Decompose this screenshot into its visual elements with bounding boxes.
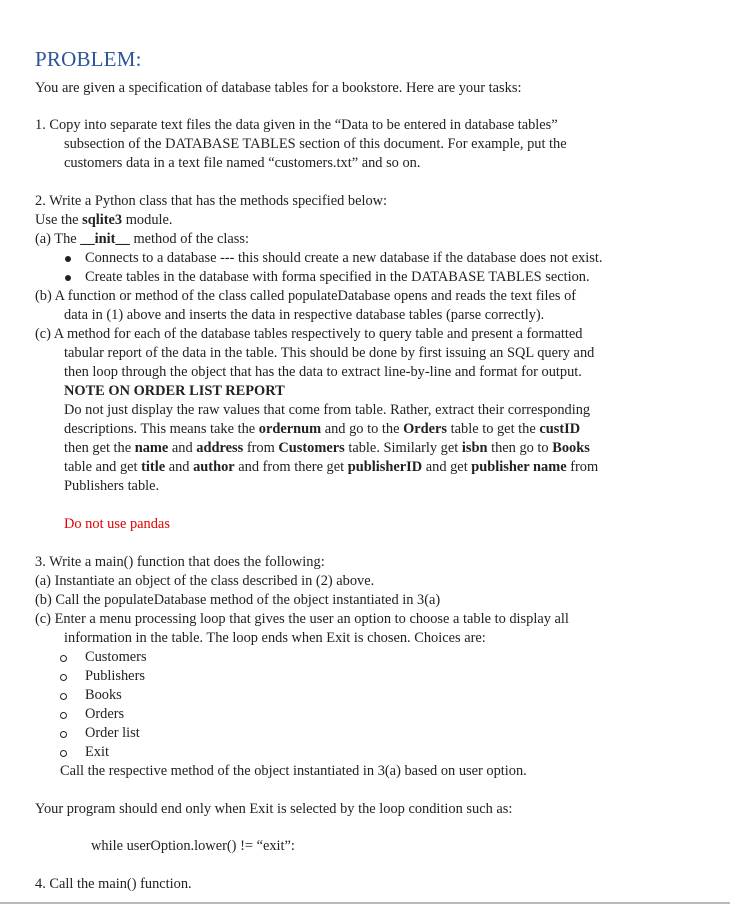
bullet-icon [65,275,71,281]
note-text: and [168,440,197,456]
task2c-line1: (c) A method for each of the database tables respectively to query table and present a formatted [35,326,583,342]
note-text: table. Similarly get [344,440,462,456]
isbn-term: isbn [461,440,488,456]
task2c-line3: then loop through the object that has the data to extract line-by-line and format for output. [64,364,582,380]
customers-term: Customers [278,440,345,456]
task3a-line: (a) Instantiate an object of the class described in (2) above. [35,573,375,589]
choice-label: Customers [85,649,147,665]
note-text: then get the [64,440,135,456]
orders-term: Orders [403,421,448,437]
note-text: and get [422,459,472,475]
note-text: from [243,440,279,456]
name-term: name [134,440,169,456]
task3-call-line: Call the respective method of the object instantiated in 3(a) based on user option. [60,763,527,779]
note-text: table to get the [447,421,540,437]
choice-label: Exit [85,744,109,760]
choice-label: Books [85,687,122,703]
note-line3 [64,439,590,458]
note-text: and go to the [321,421,404,437]
pandas-warning: Do not use pandas [64,516,170,532]
choice-label: Orders [85,706,125,722]
note-text: then go to [487,440,553,456]
task2a-pre: (a) The [35,231,81,247]
task2c-line2: tabular report of the data in the table. This should be done by first issuing an SQL query and [64,345,595,361]
ending-text: Your program should end only when Exit is selected by the loop condition such as: [35,801,513,817]
bullet-item [65,249,602,268]
circle-bullet-icon [60,731,67,738]
page-title: PROBLEM: [35,47,142,71]
note-text: and from there get [234,459,348,475]
menu-choice [60,724,140,743]
menu-choice [60,648,147,667]
ordernum-term: ordernum [258,421,322,437]
task1-line1: 1. Copy into separate text files the data given in the “Data to be entered in database tables” [35,117,558,133]
task2-sqlite-post: module. [122,212,173,228]
menu-choice [60,686,122,705]
note-line5: Publishers table. [64,478,160,494]
task2b-line2: data in (1) above and inserts the data in respective database tables (parse correctly). [64,307,545,323]
init-method: __init__ [80,231,130,247]
note-line4 [64,458,598,477]
publisher-name-term: publisher name [471,459,567,475]
bullet-item [65,268,590,287]
task2-line1: 2. Write a Python class that has the methods specified below: [35,193,388,209]
task3c-line1: (c) Enter a menu processing loop that gives the user an option to choose a table to display all [35,611,569,627]
note-line2 [64,420,580,439]
choice-label: Order list [85,725,140,741]
note-text: table and get [64,459,142,475]
task2-sqlite-line [35,211,173,230]
task2a-line [35,230,249,249]
circle-bullet-icon [60,655,67,662]
title-term: title [141,459,166,475]
task2-sqlite-pre: Use the [35,212,83,228]
choice-label: Publishers [85,668,145,684]
note-heading: NOTE ON ORDER LIST REPORT [64,383,285,399]
books-term: Books [552,440,590,456]
sqlite3-module: sqlite3 [82,212,123,228]
task2b-line1: (b) A function or method of the class called populateDatabase opens and reads the text files of [35,288,577,304]
page-bottom-border [0,902,730,904]
task3c-line2: information in the table. The loop ends when Exit is chosen. Choices are: [64,630,486,646]
menu-choice [60,743,109,762]
address-term: address [196,440,244,456]
bullet-text: Create tables in the database with forma specified in the DATABASE TABLES section. [85,269,590,285]
menu-choice [60,705,124,724]
task3b-line: (b) Call the populateDatabase method of the object instantiated in 3(a) [35,592,441,608]
circle-bullet-icon [60,712,67,719]
custid-term: custID [539,421,581,437]
note-line1: Do not just display the raw values that come from table. Rather, extract their corresponding [64,402,591,418]
task3-line1: 3. Write a main() function that does the following: [35,554,325,570]
note-text: and [165,459,194,475]
task1-line3: customers data in a text file named “customers.txt” and so on. [64,155,421,171]
task1-line2: subsection of the DATABASE TABLES section of this document. For example, put the [64,136,567,152]
circle-bullet-icon [60,693,67,700]
circle-bullet-icon [60,750,67,757]
bullet-icon [65,256,71,262]
menu-choice [60,667,145,686]
bullet-text: Connects to a database --- this should create a new database if the database does not exist. [85,250,603,266]
intro-text: You are given a specification of database tables for a bookstore. Here are your tasks: [35,80,522,96]
loop-condition-code: while userOption.lower() != “exit”: [91,838,295,854]
note-text: descriptions. This means take the [64,421,259,437]
author-term: author [193,459,235,475]
publisherid-term: publisherID [347,459,423,475]
task4-line: 4. Call the main() function. [35,876,192,892]
note-text: from [566,459,599,475]
task2a-post: method of the class: [129,231,249,247]
circle-bullet-icon [60,674,67,681]
